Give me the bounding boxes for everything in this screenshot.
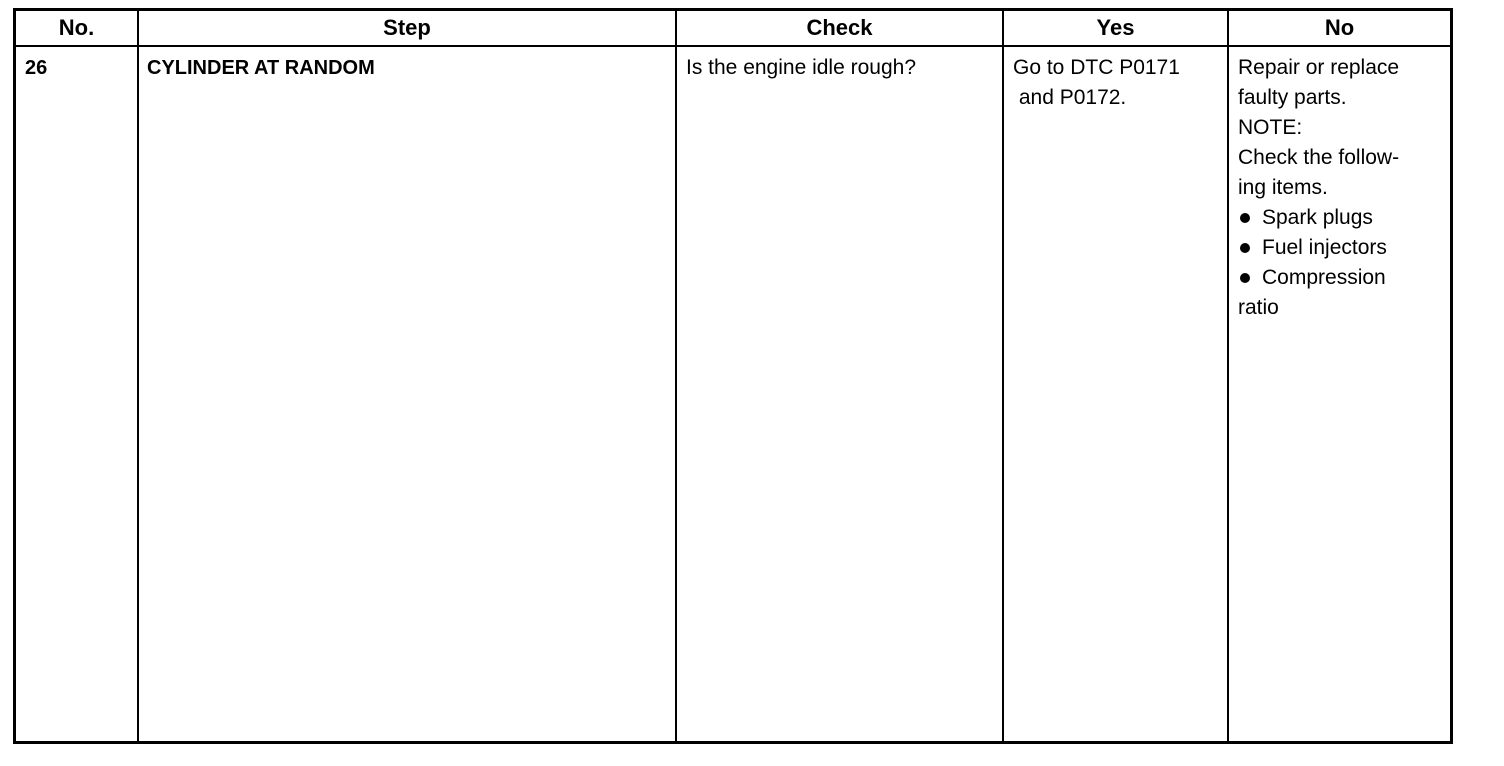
- bullet-text: Spark plugs: [1262, 206, 1373, 229]
- row-check: Is the engine idle rough?: [676, 46, 1003, 741]
- header-no-answer: No: [1228, 11, 1450, 46]
- header-step: Step: [138, 11, 676, 46]
- table-row: [16, 46, 1450, 741]
- no-line: Check the follow-: [1238, 146, 1400, 169]
- bullet-text: Compression: [1262, 266, 1386, 289]
- row-no-answer: [1228, 46, 1450, 741]
- header-check: Check: [676, 11, 1003, 46]
- bullet-item: [1238, 233, 1442, 263]
- bullet-icon: [1240, 243, 1250, 253]
- row-yes: [1003, 46, 1228, 741]
- no-line-tail: ratio: [1238, 296, 1279, 319]
- header-row: [16, 11, 1450, 46]
- bullet-icon: [1240, 273, 1250, 283]
- bullet-item: [1238, 203, 1442, 233]
- no-line: faulty parts.: [1238, 86, 1347, 109]
- header-yes: Yes: [1003, 11, 1228, 46]
- bullet-item: [1238, 263, 1442, 293]
- yes-line: Go to DTC P0171: [1013, 56, 1180, 79]
- no-line: Repair or replace: [1238, 56, 1400, 79]
- row-number: 26: [16, 46, 138, 741]
- bullet-text: Fuel injectors: [1262, 236, 1387, 259]
- diagnostic-table-grid: [16, 11, 1450, 741]
- bullet-icon: [1240, 213, 1250, 223]
- yes-line: and P0172.: [1013, 86, 1127, 109]
- no-line: ing items.: [1238, 176, 1328, 199]
- diagnostic-table: [13, 8, 1453, 744]
- no-line: NOTE:: [1238, 116, 1303, 139]
- header-no: No.: [16, 11, 138, 46]
- row-step: CYLINDER AT RANDOM: [138, 46, 676, 741]
